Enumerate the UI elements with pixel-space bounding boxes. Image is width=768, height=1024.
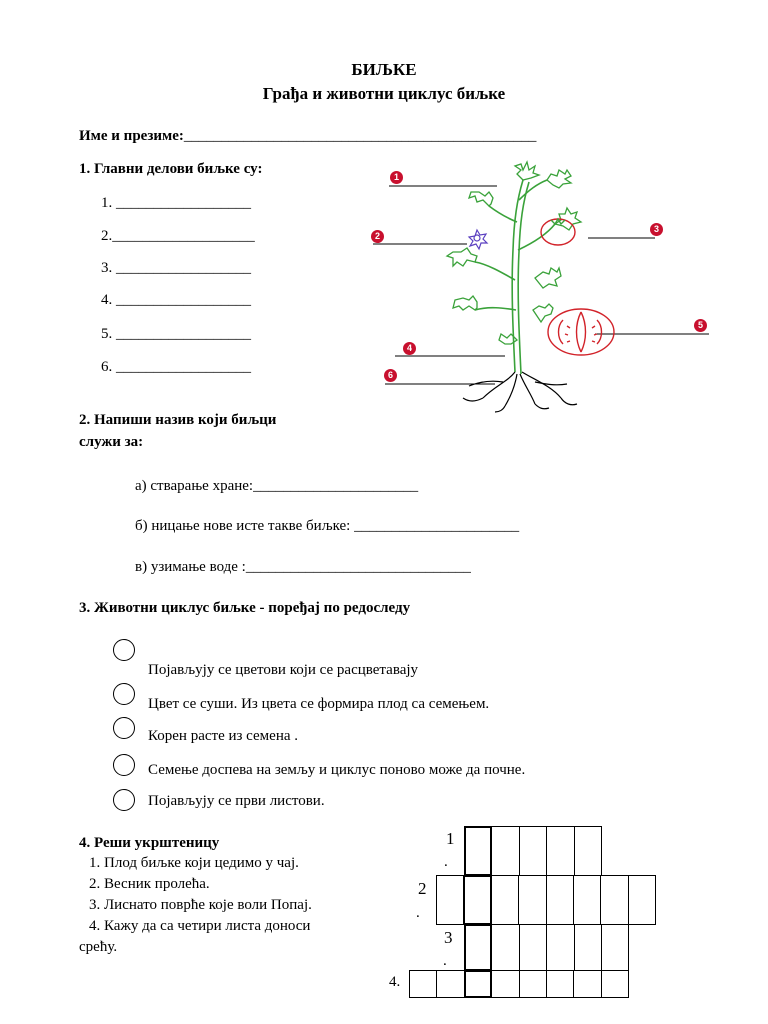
q2-heading-line2: служи за: (79, 434, 144, 450)
crossword-cell[interactable] (436, 875, 464, 925)
q3-step-flowers: Појављују се цветови који се расцветавају (148, 662, 419, 678)
q3-heading: 3. Животни циклус биљке - поређај по редоследу (79, 600, 411, 616)
crossword-number-4: 4. (389, 974, 401, 990)
crossword-cell[interactable] (546, 970, 574, 998)
order-circle-5[interactable] (113, 789, 135, 811)
crossword-dot-2: . (416, 905, 420, 921)
crossword-cell[interactable] (573, 875, 601, 925)
crossword-cell[interactable] (628, 875, 656, 925)
name-label: Име и презиме: (79, 128, 184, 144)
name-field[interactable] (79, 128, 536, 145)
q1-answer-3[interactable]: 3. __________________ (101, 260, 251, 276)
order-circle-3[interactable] (113, 717, 135, 739)
q4-clue-4: 4. Кажу да са четири листа доноси (89, 918, 311, 934)
q4-clue-4-cont: срећу. (79, 939, 118, 955)
q2-heading-line1: 2. Напиши назив који биљци (79, 412, 277, 428)
q4-clue-3: 3. Лиснато поврће које воли Попај. (89, 897, 312, 913)
crossword-cell[interactable] (491, 924, 519, 971)
crossword-number-1: 1 (446, 829, 455, 848)
q1-answer-5[interactable]: 5. __________________ (101, 326, 251, 342)
crossword-cell[interactable] (518, 875, 546, 925)
q4-heading: 4. Реши укрштеницу (79, 835, 220, 851)
crossword-cell[interactable] (409, 970, 437, 998)
page-subtitle: Грађа и животни циклус биљке (262, 84, 506, 103)
crossword-cell[interactable] (546, 826, 574, 876)
crossword-cell[interactable] (546, 875, 574, 925)
flower (469, 230, 487, 249)
crossword-cell[interactable] (463, 875, 491, 925)
crossword-cell[interactable] (491, 970, 519, 998)
roots (463, 372, 577, 412)
diagram-marker-2: 2 (371, 230, 384, 243)
crossword-dot-1: . (444, 854, 448, 870)
name-blank[interactable]: _______________________________________________ (183, 128, 537, 144)
crossword-cell[interactable] (519, 924, 547, 971)
crossword-dot-3: . (443, 953, 447, 969)
q1-answer-6[interactable]: 6. __________________ (101, 359, 251, 375)
crossword-cell[interactable] (436, 970, 464, 998)
crossword-cell[interactable] (574, 924, 602, 971)
plant-diagram (365, 160, 715, 415)
stem (475, 180, 555, 374)
crossword-number-2: 2 (418, 879, 427, 898)
crossword-cell[interactable] (464, 924, 492, 971)
q4-clue-1: 1. Плод биљке који цедимо у чај. (89, 855, 299, 871)
q3-step-leaves: Појављују се први листови. (148, 793, 325, 809)
q2-answer-new-plant[interactable]: б) ницање нове исте такве биљке: ______________________ (135, 518, 520, 534)
q1-answer-1[interactable]: 1. __________________ (101, 195, 251, 211)
diagram-marker-1: 1 (390, 171, 403, 184)
order-circle-2[interactable] (113, 683, 135, 705)
crossword-cell[interactable] (491, 875, 519, 925)
tomato-slice (548, 309, 614, 355)
q1-answer-4[interactable]: 4. __________________ (101, 292, 251, 308)
q3-step-seeds: Семење доспева на земљу и циклус поново може да почне. (148, 762, 526, 778)
q3-step-root: Корен расте из семена . (148, 728, 299, 744)
order-circle-4[interactable] (113, 754, 135, 776)
q3-step-fruit: Цвет се суши. Из цвета се формира плод са семењем. (148, 696, 490, 712)
crossword-cell[interactable] (519, 826, 547, 876)
q2-answer-water[interactable]: в) узимање воде :______________________________ (135, 559, 471, 575)
crossword-cell[interactable] (491, 826, 519, 876)
crossword-cell[interactable] (464, 970, 492, 998)
diagram-marker-6: 6 (384, 369, 397, 382)
crossword-cell[interactable] (574, 826, 602, 876)
crossword-cell[interactable] (464, 826, 492, 876)
diagram-marker-3: 3 (650, 223, 663, 236)
q1-answer-2[interactable]: 2.___________________ (101, 228, 255, 244)
crossword-cell[interactable] (546, 924, 574, 971)
leaves (447, 162, 581, 344)
diagram-marker-4: 4 (403, 342, 416, 355)
q4-clue-2: 2. Весник пролећа. (89, 876, 210, 892)
order-circle-1[interactable] (113, 639, 135, 661)
page-title: БИЉКЕ (351, 60, 417, 79)
q2-answer-food[interactable]: а) стварање хране:______________________ (135, 478, 419, 494)
crossword-cell[interactable] (601, 924, 629, 971)
crossword-cell[interactable] (519, 970, 547, 998)
crossword-cell[interactable] (573, 970, 601, 998)
q1-heading: 1. Главни делови биљке су: (79, 161, 263, 177)
crossword-cell[interactable] (600, 875, 628, 925)
diagram-marker-5: 5 (694, 319, 707, 332)
crossword-number-3: 3 (444, 928, 453, 947)
crossword-cell[interactable] (601, 970, 629, 998)
